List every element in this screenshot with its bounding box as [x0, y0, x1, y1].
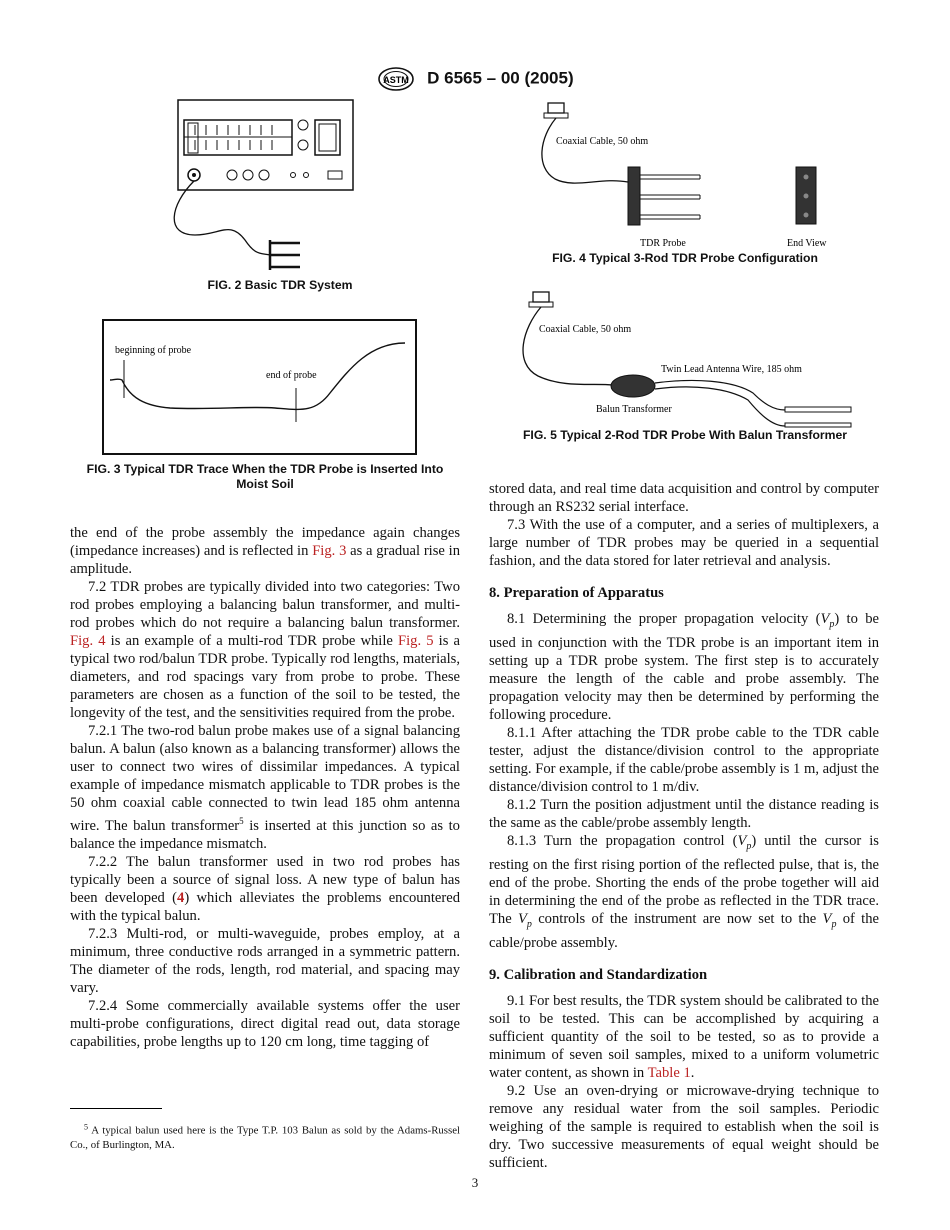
- section-8-heading: 8. Preparation of Apparatus: [489, 585, 664, 601]
- fig4-label-cable: Coaxial Cable, 50 ohm: [556, 136, 649, 147]
- fig3-caption: FIG. 3 Typical TDR Trace When the TDR Probe is Inserted Into Moist Soil: [86, 462, 444, 491]
- paragraph-7-2-4-continued: stored data, and real time data acquisition and control by computer through an RS232 serial interface.: [489, 481, 879, 515]
- paragraph-9-1: 9.1 For best results, the TDR system should be calibrated to the soil to be tested. This can be accomplished by acquiring a sufficient quantity of the soil to be tested, so as to provide a minimum of seven soil samples, mixed to a uniform volumetric water content, as shown in Table 1.: [489, 992, 879, 1081]
- fig5-label-cable: Coaxial Cable, 50 ohm: [539, 324, 632, 335]
- fig4-caption: FIG. 4 Typical 3-Rod TDR Probe Configuration: [552, 251, 818, 265]
- footnote-5: $^5$ A typical balun used here is the Type T.P. 103 Balun as sold by the Adams-Russel Co., of Burlington, MA.: [70, 1122, 460, 1151]
- fig3-link[interactable]: Fig. 3: [312, 543, 347, 559]
- fig5-caption: FIG. 5 Typical 2-Rod TDR Probe With Balun Transformer: [522, 428, 848, 442]
- fig5-link[interactable]: Fig. 5: [398, 633, 434, 649]
- paragraph-8-1-2: 8.1.2 Turn the position adjustment until the distance reading is the same as the cable/probe assembly length.: [489, 796, 879, 831]
- paragraph-7-1-continued: the end of the probe assembly the impedance again changes (impedance increases) and is reflected in Fig. 3 as a gradual rise in amplitude.: [70, 525, 461, 577]
- paragraph-7-2: 7.2 TDR probes are typically divided into two categories: Two rod probes employing a balancing balun transformer, and multi-rod probes which do not require a balancing balun transformer. Fig. 4 is an example of a multi-rod TDR probe while Fig. 5 is a typical two rod/balun TDR probe. Typically rod lengths, materials, diameters, and rod spacings vary from probe to probe. These parameters are chosen as a function of the soil to be tested, the longevity of the test, and the sensitivities required from the probe.: [70, 579, 461, 721]
- fig2-caption: FIG. 2 Basic TDR System: [207, 278, 353, 292]
- paragraph-8-1-3: 8.1.3 Turn the propagation control $(V_p)$ until the cursor is resting on the first rising portion of the reflected pulse, that is, the end of the probe. Shorting the ends of the probe together will aid in determining the end of the probe as reflected in the TDR trace. The $V_p$ controls of the instrument are now set to the $V_p$ of the cable/probe assembly.: [489, 832, 879, 951]
- paragraph-7-2-4: 7.2.4 Some commercially available systems offer the user multi-probe configurations, direct digital read out, data storage capabilities, probe lengths up to 120 cm long, time tagging of: [70, 997, 460, 1050]
- document-title: D 6565 – 00 (2005): [427, 68, 574, 88]
- fig4-label-probe: TDR Probe: [640, 238, 686, 249]
- reference-4-link[interactable]: 4: [177, 889, 185, 906]
- fig3-label-beginning: beginning of probe: [115, 345, 192, 356]
- paragraph-7-2-3: 7.2.3 Multi-rod, or multi-waveguide, probes employ, at a minimum, three conductive rods arranged in a symmetric pattern. The diameter of the rods, length, rod material, and spacing may vary.: [70, 925, 460, 996]
- fig2-tdr-system-drawing: [170, 95, 380, 280]
- section-9-heading: 9. Calibration and Standardization: [489, 966, 708, 983]
- fig4-link[interactable]: Fig. 4: [70, 633, 106, 649]
- fig5-two-rod-probe-drawing: [513, 288, 863, 428]
- paragraph-7-3: 7.3 With the use of a computer, and a series of multiplexers, a large number of TDR probes may be queried in a sequential fashion, and the data stored for later retrieval and analysis.: [489, 517, 879, 569]
- right-column: [489, 480, 879, 1172]
- fig3-tdr-trace-drawing: [100, 318, 420, 458]
- fig5-label-wire: Twin Lead Antenna Wire, 185 ohm: [661, 364, 802, 375]
- paragraph-7-2-1: 7.2.1 The two-rod balun probe makes use of a signal balancing balun. A balun (also known as a balancing transformer) allows the user to connect two wires of dissimilar impedances. A typical example of impedance mismatch applicable to TDR probes is the 50 ohm coaxial cable connected to twin lead 185 ohm antenna wire. The balun transformer$^5$ is inserted at this junction so as to balance the impedance mismatch.: [70, 723, 460, 852]
- fig4-label-end-view: End View: [787, 238, 827, 249]
- paragraph-8-1: 8.1 Determining the proper propagation velocity $(V_p)$ to be used in conjunction with the TDR probe is an important item in setting up a TDR probe system. The first step is to accurately measure the length of the cable and probe assembly. The propagation velocity may then be determined by performing the following procedure.: [489, 611, 879, 723]
- left-column: [70, 524, 460, 1051]
- table1-link[interactable]: Table 1: [647, 1064, 691, 1081]
- page-header: [0, 66, 950, 92]
- fig3-label-end: end of probe: [266, 370, 317, 381]
- svg-text:ASTM: ASTM: [383, 75, 410, 85]
- fig5-label-balun: Balun Transformer: [596, 404, 672, 415]
- paragraph-9-2: 9.2 Use an oven-drying or microwave-drying technique to remove any residual water from the soil samples. Periodic weighing of the sample is required to establish when the soil is dry. Two successive measurements of equal weight should be sufficient.: [489, 1082, 879, 1171]
- page-number: 3: [471, 1175, 479, 1190]
- footnote-rule: [70, 1108, 162, 1109]
- astm-logo-icon: [376, 66, 416, 92]
- paragraph-7-2-2: 7.2.2 The balun transformer used in two rod probes has typically been a source of signal loss. A new type of balun has been developed (4) which alleviates the problems encountered with the typical balun.: [70, 853, 460, 924]
- fig4-three-rod-probe-drawing: [530, 97, 850, 252]
- paragraph-8-1-1: 8.1.1 After attaching the TDR probe cable to the TDR cable tester, adjust the distance/division control to the appropriate setting. For example, if the cable/probe assembly is 1 m, adjust the distance/division control to 1 m/div.: [489, 724, 879, 795]
